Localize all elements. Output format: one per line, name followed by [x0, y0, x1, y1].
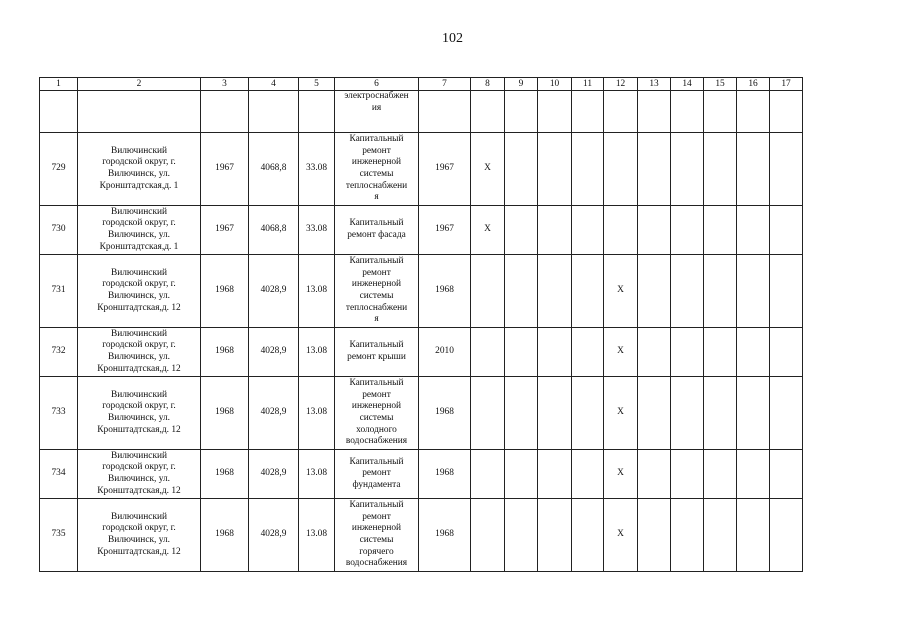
cell-address [78, 377, 201, 450]
cell-11 [572, 328, 604, 377]
cell-area [249, 91, 299, 133]
cell-10 [538, 255, 572, 328]
cell-17 [770, 328, 803, 377]
column-header-2: 2 [78, 78, 201, 91]
cell-14 [671, 499, 704, 572]
table-row [40, 377, 803, 450]
area-text: 4068,8 [260, 224, 287, 235]
cell-14 [671, 255, 704, 328]
year-text: 1967 [215, 163, 234, 174]
num-text: 731 [51, 285, 66, 296]
cell-13 [638, 328, 671, 377]
column-header-3: 3 [201, 78, 249, 91]
col7-text: 1968 [435, 529, 454, 540]
column-header-7: 7 [419, 78, 471, 91]
cell-9 [505, 328, 538, 377]
num-text: 735 [51, 529, 66, 540]
cell-10 [538, 450, 572, 499]
cell-11 [572, 133, 604, 206]
cell-area [249, 133, 299, 206]
cell-9 [505, 499, 538, 572]
table-row [40, 255, 803, 328]
table-row [40, 328, 803, 377]
column-header-6: 6 [335, 78, 419, 91]
cell-13 [638, 255, 671, 328]
cell-15 [704, 328, 737, 377]
cell-17 [770, 450, 803, 499]
cell-year [201, 328, 249, 377]
cell-9 [505, 206, 538, 255]
table-row [40, 206, 803, 255]
cell-11 [572, 377, 604, 450]
cell-year [201, 377, 249, 450]
cell-16 [737, 499, 770, 572]
cell-wear [299, 450, 335, 499]
year-text: 1968 [215, 468, 234, 479]
cell-col7 [419, 133, 471, 206]
cell-10 [538, 328, 572, 377]
area-text: 4068,8 [260, 163, 287, 174]
cell-9 [505, 91, 538, 133]
cell-col12 [604, 328, 638, 377]
column-header-13: 13 [638, 78, 671, 91]
col7-text: 1967 [435, 224, 454, 235]
address-text: Вилючинский городской округ, г. Вилючинск, ул. Кронштадтская,д. 1 [99, 145, 179, 191]
column-header-17: 17 [770, 78, 803, 91]
cell-13 [638, 91, 671, 133]
cell-col12 [604, 206, 638, 255]
column-header-5: 5 [299, 78, 335, 91]
cell-col12 [604, 255, 638, 328]
column-header-12: 12 [604, 78, 638, 91]
cell-col8 [471, 450, 505, 499]
cell-14 [671, 377, 704, 450]
work-text: Капитальный ремонт фасада [347, 218, 406, 240]
cell-area [249, 499, 299, 572]
cell-15 [704, 377, 737, 450]
work-text: электроснабжен ия [344, 91, 409, 113]
repair-registry-table [39, 77, 803, 572]
cell-11 [572, 255, 604, 328]
cell-10 [538, 91, 572, 133]
cell-13 [638, 377, 671, 450]
year-text: 1968 [215, 285, 234, 296]
cell-wear [299, 133, 335, 206]
column-header-14: 14 [671, 78, 704, 91]
cell-16 [737, 328, 770, 377]
cell-address [78, 450, 201, 499]
cell-14 [671, 133, 704, 206]
cell-address [78, 255, 201, 328]
cell-col7 [419, 255, 471, 328]
cell-8 [471, 91, 505, 133]
cell-num [40, 133, 78, 206]
cell-15 [704, 499, 737, 572]
address-text: Вилючинский городской округ, г. Вилючинск, ул. Кронштадтская,д. 12 [97, 328, 181, 374]
cell-col8 [471, 499, 505, 572]
cell-year [201, 91, 249, 133]
cell-17 [770, 255, 803, 328]
cell-num [40, 499, 78, 572]
cell-12 [604, 91, 638, 133]
col7-text: 1967 [435, 163, 454, 174]
cell-address [78, 499, 201, 572]
num-text: 733 [51, 407, 66, 418]
cell-9 [505, 255, 538, 328]
cell-9 [505, 377, 538, 450]
year-text: 1968 [215, 346, 234, 357]
work-text: Капитальный ремонт инженерной системы теплоснабжени я [345, 134, 408, 203]
cell-work [335, 499, 419, 572]
cell-wear [299, 91, 335, 133]
address-text: Вилючинский городской округ, г. Вилючинск, ул. Кронштадтская,д. 12 [97, 267, 181, 313]
column-header-4: 4 [249, 78, 299, 91]
cell-17 [770, 499, 803, 572]
cell-year [201, 255, 249, 328]
table-row [40, 499, 803, 572]
cell-13 [638, 499, 671, 572]
cell-11 [572, 499, 604, 572]
cell-15 [704, 255, 737, 328]
cell-10 [538, 499, 572, 572]
cell-13 [638, 450, 671, 499]
cell-14 [671, 450, 704, 499]
cell-13 [638, 133, 671, 206]
wear-text: 13.08 [305, 529, 328, 540]
cell-16 [737, 450, 770, 499]
col12-text: X [617, 529, 624, 540]
cell-14 [671, 91, 704, 133]
cell-7 [419, 91, 471, 133]
cell-10 [538, 377, 572, 450]
year-text: 1967 [215, 224, 234, 235]
work-text: Капитальный ремонт фундамента [349, 456, 404, 490]
table-row [40, 133, 803, 206]
num-text: 734 [51, 468, 66, 479]
cell-col7 [419, 450, 471, 499]
work-text: Капитальный ремонт инженерной системы холодного водоснабжения [345, 378, 408, 447]
cell-area [249, 206, 299, 255]
work-text: Капитальный ремонт крыши [347, 340, 406, 362]
cell-num [40, 328, 78, 377]
continuation-row [40, 91, 803, 133]
cell-num [40, 91, 78, 133]
column-header-11: 11 [572, 78, 604, 91]
cell-16 [737, 377, 770, 450]
column-header-10: 10 [538, 78, 572, 91]
cell-9 [505, 133, 538, 206]
col12-text: X [617, 346, 624, 357]
area-text: 4028,9 [260, 285, 287, 296]
col12-text: X [617, 468, 624, 479]
cell-work [335, 450, 419, 499]
address-text: Вилючинский городской округ, г. Вилючинск, ул. Кронштадтская,д. 12 [97, 389, 181, 435]
col7-text: 2010 [435, 346, 454, 357]
cell-16 [737, 255, 770, 328]
cell-wear [299, 328, 335, 377]
cell-col12 [604, 133, 638, 206]
cell-17 [770, 91, 803, 133]
cell-10 [538, 133, 572, 206]
cell-num [40, 255, 78, 328]
wear-text: 13.08 [305, 468, 328, 479]
cell-14 [671, 206, 704, 255]
column-header-16: 16 [737, 78, 770, 91]
work-text: Капитальный ремонт инженерной системы горячего водоснабжения [345, 500, 408, 569]
col7-text: 1968 [435, 407, 454, 418]
cell-wear [299, 377, 335, 450]
column-header-9: 9 [505, 78, 538, 91]
area-text: 4028,9 [260, 529, 287, 540]
address-text: Вилючинский городской округ, г. Вилючинск, ул. Кронштадтская,д. 12 [97, 511, 181, 557]
cell-17 [770, 133, 803, 206]
cell-15 [704, 91, 737, 133]
wear-text: 13.08 [305, 407, 328, 418]
cell-area [249, 450, 299, 499]
cell-13 [638, 206, 671, 255]
cell-col7 [419, 206, 471, 255]
cell-work [335, 133, 419, 206]
work-text: Капитальный ремонт инженерной системы теплоснабжени я [345, 256, 408, 325]
column-header-8: 8 [471, 78, 505, 91]
cell-work [335, 91, 419, 133]
cell-col12 [604, 450, 638, 499]
cell-num [40, 206, 78, 255]
cell-area [249, 377, 299, 450]
wear-text: 33.08 [305, 224, 328, 235]
cell-15 [704, 450, 737, 499]
cell-address [78, 328, 201, 377]
cell-year [201, 499, 249, 572]
cell-address [78, 91, 201, 133]
area-text: 4028,9 [260, 346, 287, 357]
cell-col8 [471, 206, 505, 255]
cell-col8 [471, 255, 505, 328]
cell-col8 [471, 133, 505, 206]
cell-year [201, 133, 249, 206]
header-row [40, 78, 803, 91]
col12-text: X [617, 407, 624, 418]
table-row [40, 450, 803, 499]
cell-address [78, 133, 201, 206]
wear-text: 13.08 [305, 285, 328, 296]
cell-num [40, 450, 78, 499]
cell-col7 [419, 328, 471, 377]
cell-11 [572, 91, 604, 133]
num-text: 729 [51, 163, 66, 174]
wear-text: 13.08 [305, 346, 328, 357]
address-text: Вилючинский городской округ, г. Вилючинск, ул. Кронштадтская,д. 12 [97, 450, 181, 496]
area-text: 4028,9 [260, 407, 287, 418]
cell-work [335, 255, 419, 328]
cell-15 [704, 206, 737, 255]
col7-text: 1968 [435, 285, 454, 296]
cell-17 [770, 206, 803, 255]
column-header-1: 1 [40, 78, 78, 91]
cell-col7 [419, 377, 471, 450]
col12-text: X [617, 285, 624, 296]
cell-col12 [604, 377, 638, 450]
wear-text: 33.08 [305, 163, 328, 174]
cell-address [78, 206, 201, 255]
cell-area [249, 328, 299, 377]
cell-15 [704, 133, 737, 206]
cell-work [335, 206, 419, 255]
col8-text: X [484, 224, 491, 235]
cell-col8 [471, 328, 505, 377]
cell-col8 [471, 377, 505, 450]
col8-text: X [484, 163, 491, 174]
cell-14 [671, 328, 704, 377]
year-text: 1968 [215, 529, 234, 540]
cell-col12 [604, 499, 638, 572]
cell-11 [572, 206, 604, 255]
column-header-15: 15 [704, 78, 737, 91]
cell-16 [737, 206, 770, 255]
cell-16 [737, 91, 770, 133]
area-text: 4028,9 [260, 468, 287, 479]
cell-num [40, 377, 78, 450]
col7-text: 1968 [435, 468, 454, 479]
cell-9 [505, 450, 538, 499]
cell-year [201, 206, 249, 255]
cell-wear [299, 255, 335, 328]
cell-work [335, 377, 419, 450]
cell-col7 [419, 499, 471, 572]
cell-area [249, 255, 299, 328]
num-text: 730 [51, 224, 66, 235]
num-text: 732 [51, 346, 66, 357]
cell-wear [299, 206, 335, 255]
cell-wear [299, 499, 335, 572]
page-number: 102 [442, 31, 463, 46]
cell-10 [538, 206, 572, 255]
cell-16 [737, 133, 770, 206]
cell-work [335, 328, 419, 377]
cell-year [201, 450, 249, 499]
cell-11 [572, 450, 604, 499]
address-text: Вилючинский городской округ, г. Вилючинск, ул. Кронштадтская,д. 1 [99, 206, 179, 252]
cell-17 [770, 377, 803, 450]
year-text: 1968 [215, 407, 234, 418]
